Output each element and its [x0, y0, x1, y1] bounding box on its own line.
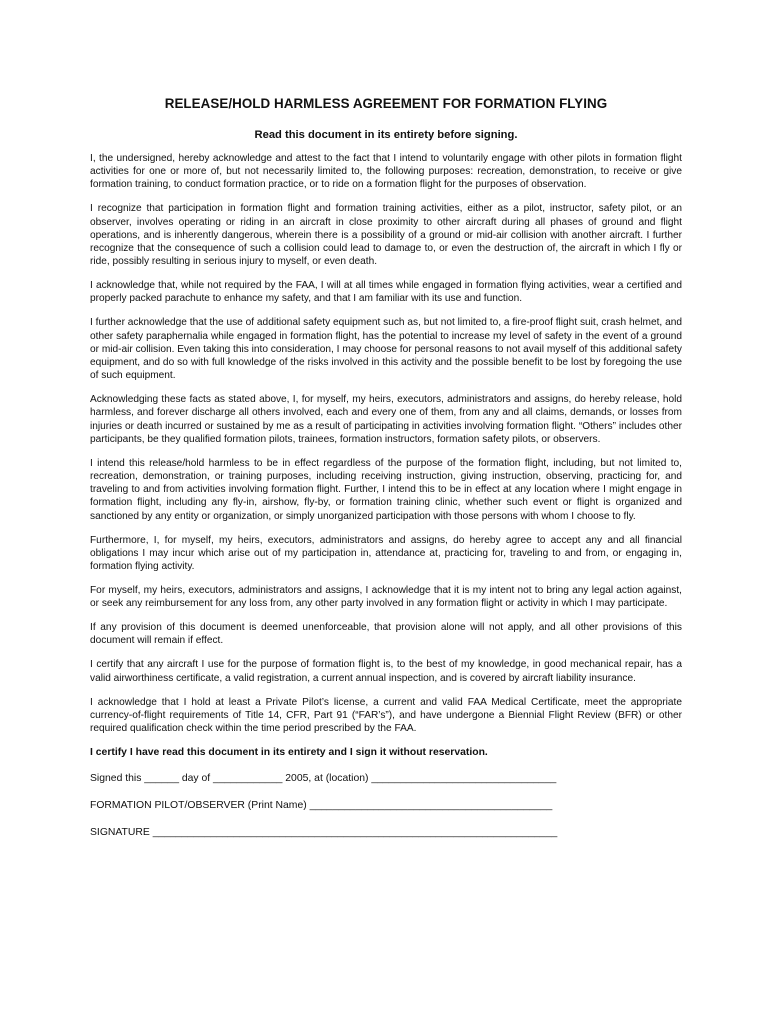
paragraph-risk-recognition: I recognize that participation in formation flight and formation training activities, either as a pilot, instructor, safety pilot, or an observer, involves operating or riding in an aircraft in close proximity to other aircraft during all phases of ground and flight operations, and is inherently dangerous, wherein there is a possibility of a ground or mid-air collision with another aircraft. I further recognize that the consequence of such a collision could lead to damage to, or even the destruction of, the aircraft in which I fly or ride, possibly resulting in serious injury to myself, or even death. — [90, 203, 682, 268]
paragraph-scope: I intend this release/hold harmless to be in effect regardless of the purpose of the formation flight, including, but not limited to, recreation, demonstration, or training purposes, including receiving instruction, giving instruction, observing, practicing for, and traveling to and from activities involving formation flight. Further, I intend this to be in effect at any location where I might engage in formation flight, including any fly-in, airshow, fly-by, or formation training clinic, whether such event or flight is organized and sanctioned by any entity or organization, or simply unorganized participation with those persons with whom I choose to fly. — [90, 457, 682, 522]
signed-date-location-line[interactable]: Signed this ______ day of ____________ 2005, at (location) ________________________________ — [90, 773, 557, 785]
paragraph-pilot-qualification: I acknowledge that I hold at least a Private Pilot’s license, a current and valid FAA Medical Certificate, meet the appropriate currency-of-flight requirements of Title 14, CFR, Part 91 (“FAR’s”), and have undergone a Biennial Flight Review (BFR) or other required qualification check within the time period prescribed by the FAA. — [90, 696, 682, 735]
paragraph-safety-equipment: I further acknowledge that the use of additional safety equipment such as, but not limited to, a fire-proof flight suit, crash helmet, and other safety paraphernalia while engaged in formation flight, has the potential to increase my level of safety in the event of a ground or mid-air collision. Even taking this into consideration, I may choose for personal reasons to not avail myself of this additional safety equipment, and do so with full knowledge of the risks involved in this activity and the possible benefit to be lost by foregoing the use of such equipment. — [90, 317, 682, 382]
paragraph-intent: I, the undersigned, hereby acknowledge and attest to the fact that I intend to voluntarily engage with other pilots in formation flight activities for one or more of, but not necessarily limited to, the following purposes: recreation, demonstration, to receive or give formation training, to conduct formation practice, or to ride on a formation flight for the purposes of observation. — [90, 153, 682, 191]
agreement-body — [90, 152, 682, 853]
document-title: RELEASE/HOLD HARMLESS AGREEMENT FOR FORMATION FLYING — [164, 96, 608, 111]
paragraph-severability: If any provision of this document is deemed unenforceable, that provision alone will not apply, and all other provisions of this document will remain if effect. — [90, 622, 682, 647]
paragraph-aircraft-certification: I certify that any aircraft I use for the purpose of formation flight is, to the best of my knowledge, in good mechanical repair, has a valid airworthiness certificate, a valid registration, a current annual inspection, and is covered by aircraft liability insurance. — [90, 659, 682, 684]
print-name-line[interactable]: FORMATION PILOT/OBSERVER (Print Name) __________________________________________ — [90, 800, 553, 812]
paragraph-legal-action: For myself, my heirs, executors, administrators and assigns, I acknowledge that it is my intent not to bring any legal action against, or seek any reimbursement for any loss from, any other party involved in any formation flight or activity in which I may participate. — [90, 585, 682, 610]
document-subtitle: Read this document in its entirety before signing. — [254, 129, 518, 141]
paragraph-financial: Furthermore, I, for myself, my heirs, executors, administrators and assigns, do hereby agree to accept any and all financial obligations I may incur which arise out of my participation in, attendance at, practicing for, traveling to and from, or engaging in, formation flying activity. — [90, 534, 682, 573]
signature-line[interactable]: SIGNATURE ______________________________________________________________________ — [90, 827, 558, 839]
certify-statement: I certify I have read this document in its entirety and I sign it without reservation. — [90, 747, 488, 759]
paragraph-parachute: I acknowledge that, while not required by the FAA, I will at all times while engaged in formation flying activities, wear a certified and properly packed parachute to enhance my safety, and that I am familiar with its use and function. — [90, 280, 682, 305]
paragraph-release: Acknowledging these facts as stated above, I, for myself, my heirs, executors, administrators and assigns, do hereby release, hold harmless, and forever discharge all others involved, each and every one of them, from any and all claims, demands, or losses from injuries or death incurred or sustained by me as a result of participating in activities involving formation flight. “Others” includes other participants, be they qualified formation pilots, trainees, formation instructors, formation safety pilots, or observers. — [90, 394, 682, 445]
